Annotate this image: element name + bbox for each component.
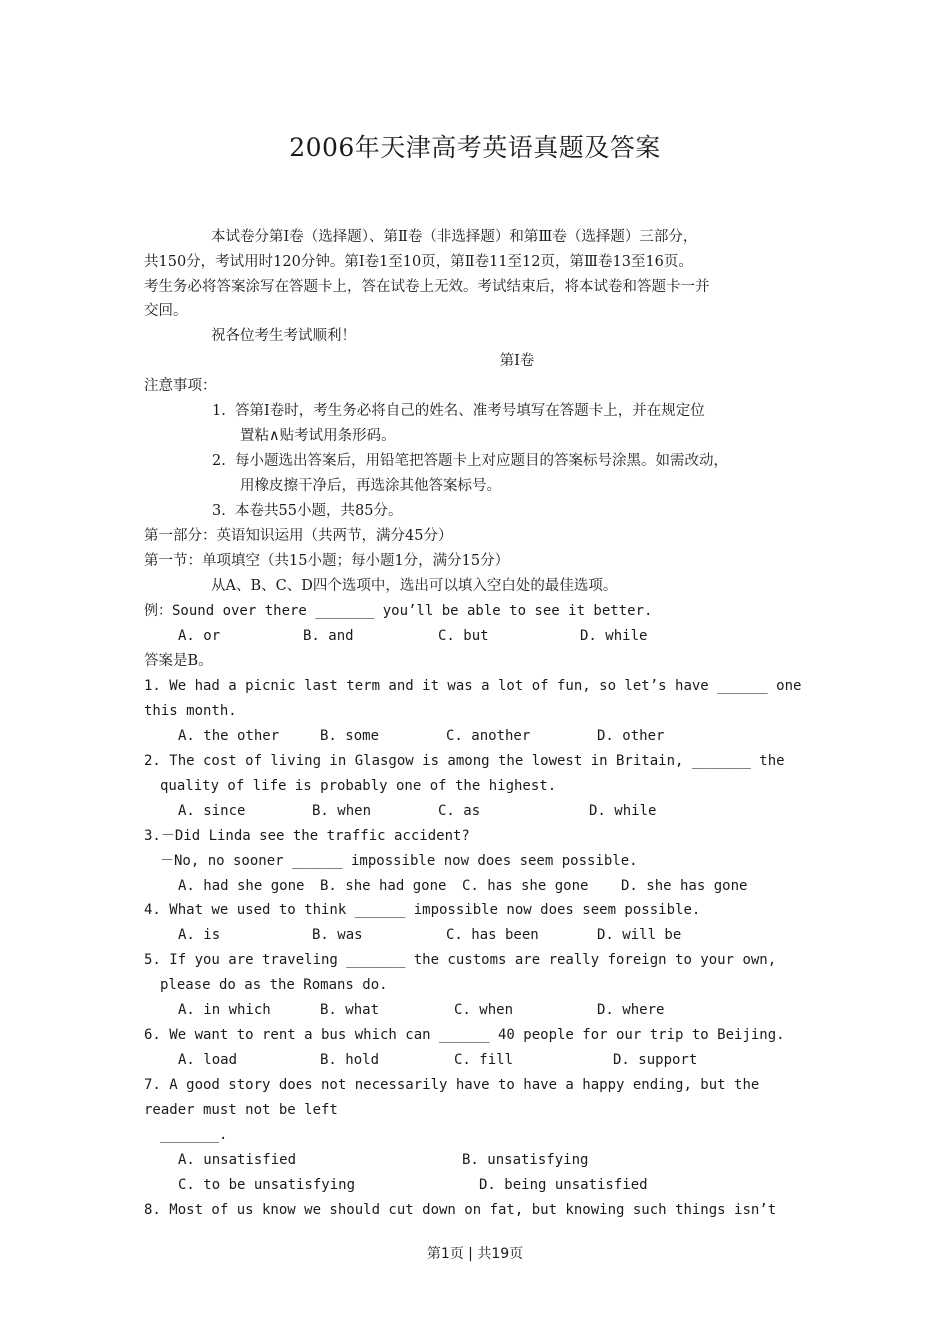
question-2-line-2: quality of life is probably one of the highest. — [160, 778, 557, 794]
question-6-line-1: 6. We want to rent a bus which can ______ 40 people for our trip to Beijing. — [144, 1027, 785, 1043]
note-2-line-2: 用橡皮擦干净后，再选涂其他答案标号。 — [240, 478, 501, 494]
question-2-line-1: 2. The cost of living in Glasgow is among the lowest in Britain, _______ the — [144, 753, 785, 769]
note-2-line-1: 2. 每小题选出答案后，用铅笔把答题卡上对应题目的答案标号涂黑。如需改动， — [212, 453, 729, 469]
question-7-line-1: 7. A good story does not necessarily have to have a happy ending, but the — [144, 1077, 760, 1093]
question-1-line-1: 1. We had a picnic last term and it was a lot of fun, so let’s have ______ one — [144, 678, 802, 694]
question-2-option-a: A. since — [178, 803, 246, 819]
page-footer: 第1页 | 共19页 — [426, 1246, 524, 1262]
question-6-option-c: C. fill — [454, 1052, 514, 1068]
question-5-line-1: 5. If you are traveling _______ the customs are really foreign to your own, — [144, 952, 777, 968]
question-7-option-a: A. unsatisfied — [178, 1152, 297, 1168]
question-7-option-c: C. to be unsatisfying — [178, 1177, 356, 1193]
section-1-heading: 第一节：单项填空（共15小题；每小题1分，满分15分） — [144, 553, 510, 569]
question-4-option-a: A. is — [178, 927, 221, 943]
intro-line-3: 考生务必将答案涂写在答题卡上，答在试卷上无效。考试结束后，将本试卷和答题卡一并 — [144, 279, 710, 295]
question-3-option-b: B. she had gone — [320, 878, 447, 894]
question-3-option-d: D. she has gone — [621, 878, 748, 894]
example-option-b: B. and — [303, 628, 354, 644]
example-option-d: D. while — [580, 628, 648, 644]
example-option-a: A. or — [178, 628, 221, 644]
notes-heading: 注意事项： — [144, 378, 217, 394]
question-1-option-b: B. some — [320, 728, 380, 744]
question-1-option-c: C. another — [446, 728, 531, 744]
intro-line-1: 本试卷分第Ⅰ卷（选择题）、第Ⅱ卷（非选择题）和第Ⅲ卷（选择题）三部分， — [211, 229, 698, 245]
question-8-line-1: 8. Most of us know we should cut down on fat, but knowing such things isn’t — [144, 1202, 777, 1218]
question-5-line-2: please do as the Romans do. — [160, 977, 388, 993]
example-option-c: C. but — [438, 628, 489, 644]
question-1-option-d: D. other — [597, 728, 665, 744]
intro-line-2: 共150分，考试用时120分钟。第Ⅰ卷1至10页，第Ⅱ卷11至12页，第Ⅲ卷13至16页。 — [144, 254, 693, 270]
question-5-option-a: A. in which — [178, 1002, 271, 1018]
note-1-line-2: 置粘∧贴考试用条形码。 — [240, 428, 396, 444]
question-4-option-c: C. has been — [446, 927, 539, 943]
question-1-option-a: A. the other — [178, 728, 280, 744]
question-5-option-b: B. what — [320, 1002, 380, 1018]
question-2-option-b: B. when — [312, 803, 372, 819]
intro-line-4: 交回。 — [144, 303, 188, 319]
note-1-line-1: 1. 答第Ⅰ卷时，考生务必将自己的姓名、准考号填写在答题卡上，并在规定位 — [212, 403, 705, 419]
note-3: 3. 本卷共55小题，共85分。 — [212, 503, 403, 519]
question-2-option-c: C. as — [438, 803, 481, 819]
question-3-line-2: －No, no sooner ______ impossible now does seem possible. — [160, 853, 638, 869]
question-4-line-1: 4. What we used to think ______ impossible now does seem possible. — [144, 902, 701, 918]
question-3-option-c: C. has she gone — [462, 878, 589, 894]
question-7-line-3: _______. — [160, 1127, 228, 1143]
intro-wish: 祝各位考生考试顺利！ — [211, 328, 356, 344]
example-answer: 答案是B。 — [144, 653, 213, 669]
example-stem: 例：Sound over there _______ you’ll be able to see it better. — [144, 603, 653, 619]
question-5-option-c: C. when — [454, 1002, 514, 1018]
question-5-option-d: D. where — [597, 1002, 665, 1018]
instruction: 从A、B、C、D四个选项中，选出可以填入空白处的最佳选项。 — [211, 578, 618, 594]
question-6-option-b: B. hold — [320, 1052, 380, 1068]
question-6-option-d: D. support — [613, 1052, 698, 1068]
question-4-option-b: B. was — [312, 927, 363, 943]
volume-title: 第Ⅰ卷 — [499, 353, 535, 369]
question-2-option-d: D. while — [589, 803, 657, 819]
question-4-option-d: D. will be — [597, 927, 682, 943]
question-3-line-1: 3.－Did Linda see the traffic accident? — [144, 828, 470, 844]
question-7-line-2: reader must not be left — [144, 1102, 338, 1118]
question-7-option-b: B. unsatisfying — [462, 1152, 589, 1168]
part-1-heading: 第一部分：英语知识运用（共两节，满分45分） — [144, 528, 453, 544]
question-7-option-d: D. being unsatisfied — [479, 1177, 648, 1193]
document-title: 2006年天津高考英语真题及答案 — [289, 133, 661, 162]
question-6-option-a: A. load — [178, 1052, 238, 1068]
question-1-line-2: this month. — [144, 703, 237, 719]
question-3-option-a: A. had she gone — [178, 878, 305, 894]
